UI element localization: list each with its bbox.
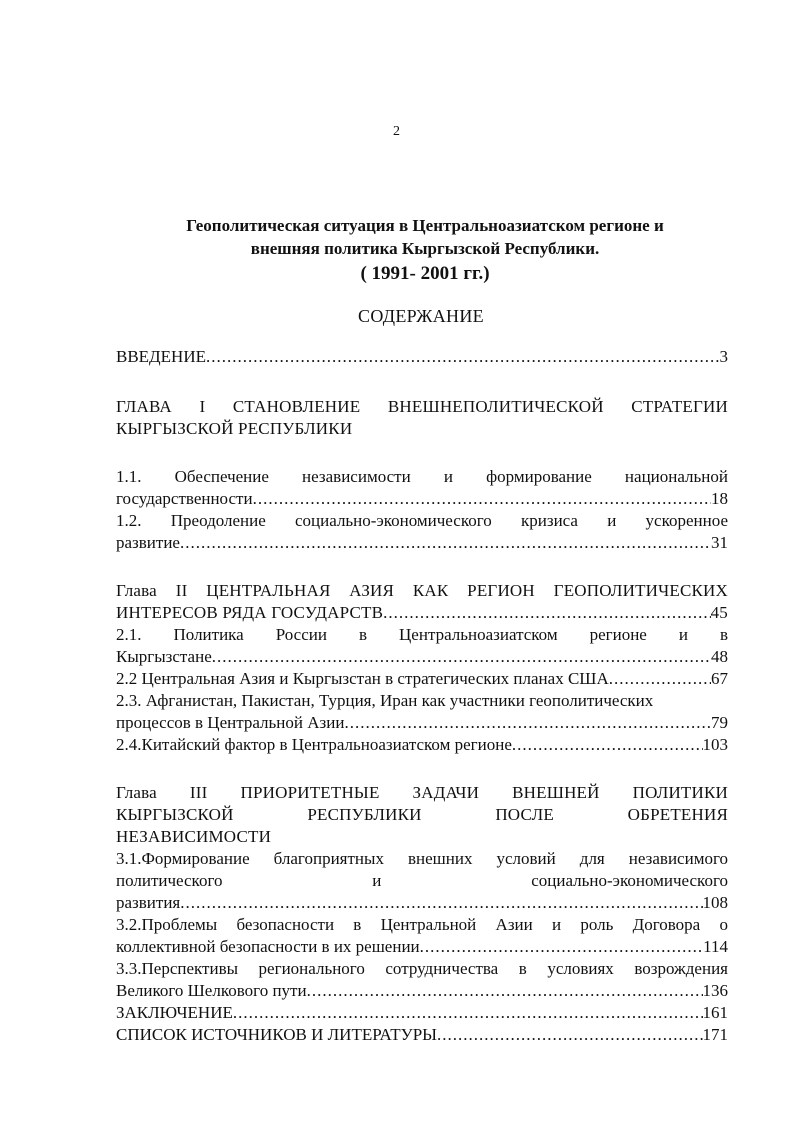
leader-dots bbox=[253, 488, 711, 510]
leader-dots bbox=[180, 892, 702, 914]
leader-dots bbox=[206, 346, 720, 368]
table-of-contents bbox=[116, 346, 728, 1046]
chapter-3-heading-line2: КЫРГЫЗСКОЙ РЕСПУБЛИКИ ПОСЛЕ ОБРЕТЕНИЯ bbox=[116, 805, 728, 824]
toc-2-2 bbox=[116, 668, 728, 690]
leader-dots bbox=[609, 668, 711, 690]
toc-conclusion bbox=[116, 1002, 728, 1024]
toc-conclusion-label: ЗАКЛЮЧЕНИЕ bbox=[116, 1003, 233, 1022]
chapter-3-heading-line1: Глава III ПРИОРИТЕТНЫЕ ЗАДАЧИ ВНЕШНЕЙ ПОЛИТИКИ bbox=[116, 783, 728, 802]
document-title bbox=[110, 214, 740, 287]
leader-dots bbox=[512, 734, 703, 756]
toc-3-1-text: развития bbox=[116, 893, 181, 912]
toc-3-3-text: Великого Шелкового пути bbox=[116, 981, 307, 1000]
leader-dots bbox=[420, 936, 703, 958]
toc-2-3-text: процессов в Центральной Азии bbox=[116, 713, 345, 732]
toc-2-2-text: 2.2 Центральная Азия и Кыргызстан в стратегических планах США bbox=[116, 669, 609, 688]
toc-1-2-text: развитие bbox=[116, 533, 180, 552]
title-years: ( 1991- 2001 гг.) bbox=[360, 263, 490, 284]
toc-intro-label: ВВЕДЕНИЕ bbox=[116, 347, 206, 366]
toc-1-2-page: 31 bbox=[711, 533, 728, 552]
chapter-2-heading-cont-text: ИНТЕРЕСОВ РЯДА ГОСУДАРСТВ bbox=[116, 603, 384, 622]
toc-sources-label: СПИСОК ИСТОЧНИКОВ И ЛИТЕРАТУРЫ bbox=[116, 1025, 437, 1044]
toc-1-1-line1: 1.1. Обеспечение независимости и формирование национальной bbox=[116, 467, 728, 486]
toc-sources-page: 171 bbox=[702, 1025, 728, 1044]
toc-3-1-line2: политического и социально-экономического bbox=[116, 871, 728, 890]
toc-2-4 bbox=[116, 734, 728, 756]
toc-sources bbox=[116, 1024, 728, 1046]
toc-3-1-page: 108 bbox=[702, 893, 728, 912]
toc-3-2-line1: 3.2.Проблемы безопасности в Центральной Азии и роль Договора о bbox=[116, 915, 728, 934]
title-line-2: внешняя политика Кыргызской Республики. bbox=[250, 239, 600, 258]
chapter-1-heading-cont: КЫРГЫЗСКОЙ РЕСПУБЛИКИ bbox=[116, 419, 353, 438]
toc-intro-page: 3 bbox=[719, 347, 728, 366]
toc-2-3-line2 bbox=[116, 712, 728, 734]
leader-dots bbox=[344, 712, 711, 734]
toc-1-2-line2 bbox=[116, 532, 728, 554]
toc-3-2-page: 114 bbox=[703, 937, 728, 956]
leader-dots bbox=[383, 602, 710, 624]
toc-2-1-text: Кыргызстане bbox=[116, 647, 212, 666]
chapter-1-heading: ГЛАВА I СТАНОВЛЕНИЕ ВНЕШНЕПОЛИТИЧЕСКОЙ СТРАТЕГИИ bbox=[116, 397, 728, 416]
leader-dots bbox=[307, 980, 703, 1002]
toc-2-1-page: 48 bbox=[711, 647, 728, 666]
toc-1-1-line2 bbox=[116, 488, 728, 510]
toc-conclusion-page: 161 bbox=[702, 1003, 728, 1022]
toc-3-2-line2 bbox=[116, 936, 728, 958]
chapter-3-heading-line3: НЕЗАВИСИМОСТИ bbox=[116, 827, 272, 846]
leader-dots bbox=[212, 646, 711, 668]
toc-2-4-text: 2.4.Китайский фактор в Центральноазиатском регионе bbox=[116, 735, 512, 754]
chapter-2-page: 45 bbox=[710, 603, 728, 622]
contents-heading: СОДЕРЖАНИЕ bbox=[358, 306, 484, 326]
toc-3-3-page: 136 bbox=[702, 981, 728, 1000]
toc-2-2-page: 67 bbox=[711, 669, 728, 688]
chapter-2-heading-cont bbox=[116, 602, 728, 624]
title-line-1: Геополитическая ситуация в Центральноазиатском регионе и bbox=[186, 216, 664, 235]
toc-1-1-text: государственности bbox=[116, 489, 253, 508]
toc-3-1-line3 bbox=[116, 892, 728, 914]
toc-3-3-line1: 3.3.Перспективы регионального сотрудничества в условиях возрождения bbox=[116, 959, 728, 978]
toc-2-1-line2 bbox=[116, 646, 728, 668]
page-number: 2 bbox=[393, 124, 400, 139]
toc-1-2-line1: 1.2. Преодоление социально-экономического кризиса и ускоренное bbox=[116, 511, 728, 530]
toc-intro bbox=[116, 346, 728, 368]
toc-1-1-page: 18 bbox=[711, 489, 728, 508]
chapter-2-heading: Глава II ЦЕНТРАЛЬНАЯ АЗИЯ КАК РЕГИОН ГЕОПОЛИТИЧЕСКИХ bbox=[116, 581, 728, 600]
leader-dots bbox=[233, 1002, 703, 1024]
toc-2-1-line1: 2.1. Политика России в Центральноазиатском регионе и в bbox=[116, 625, 728, 644]
leader-dots bbox=[437, 1024, 703, 1046]
toc-2-4-page: 103 bbox=[702, 735, 728, 754]
toc-3-1-line1: 3.1.Формирование благоприятных внешних условий для независимого bbox=[116, 849, 728, 868]
toc-2-3-page: 79 bbox=[711, 713, 728, 732]
toc-3-3-line2 bbox=[116, 980, 728, 1002]
toc-2-3-line1: 2.3. Афганистан, Пакистан, Турция, Иран как участники геополитических bbox=[116, 691, 654, 710]
leader-dots bbox=[180, 532, 711, 554]
toc-3-2-text: коллективной безопасности в их решении bbox=[116, 937, 420, 956]
